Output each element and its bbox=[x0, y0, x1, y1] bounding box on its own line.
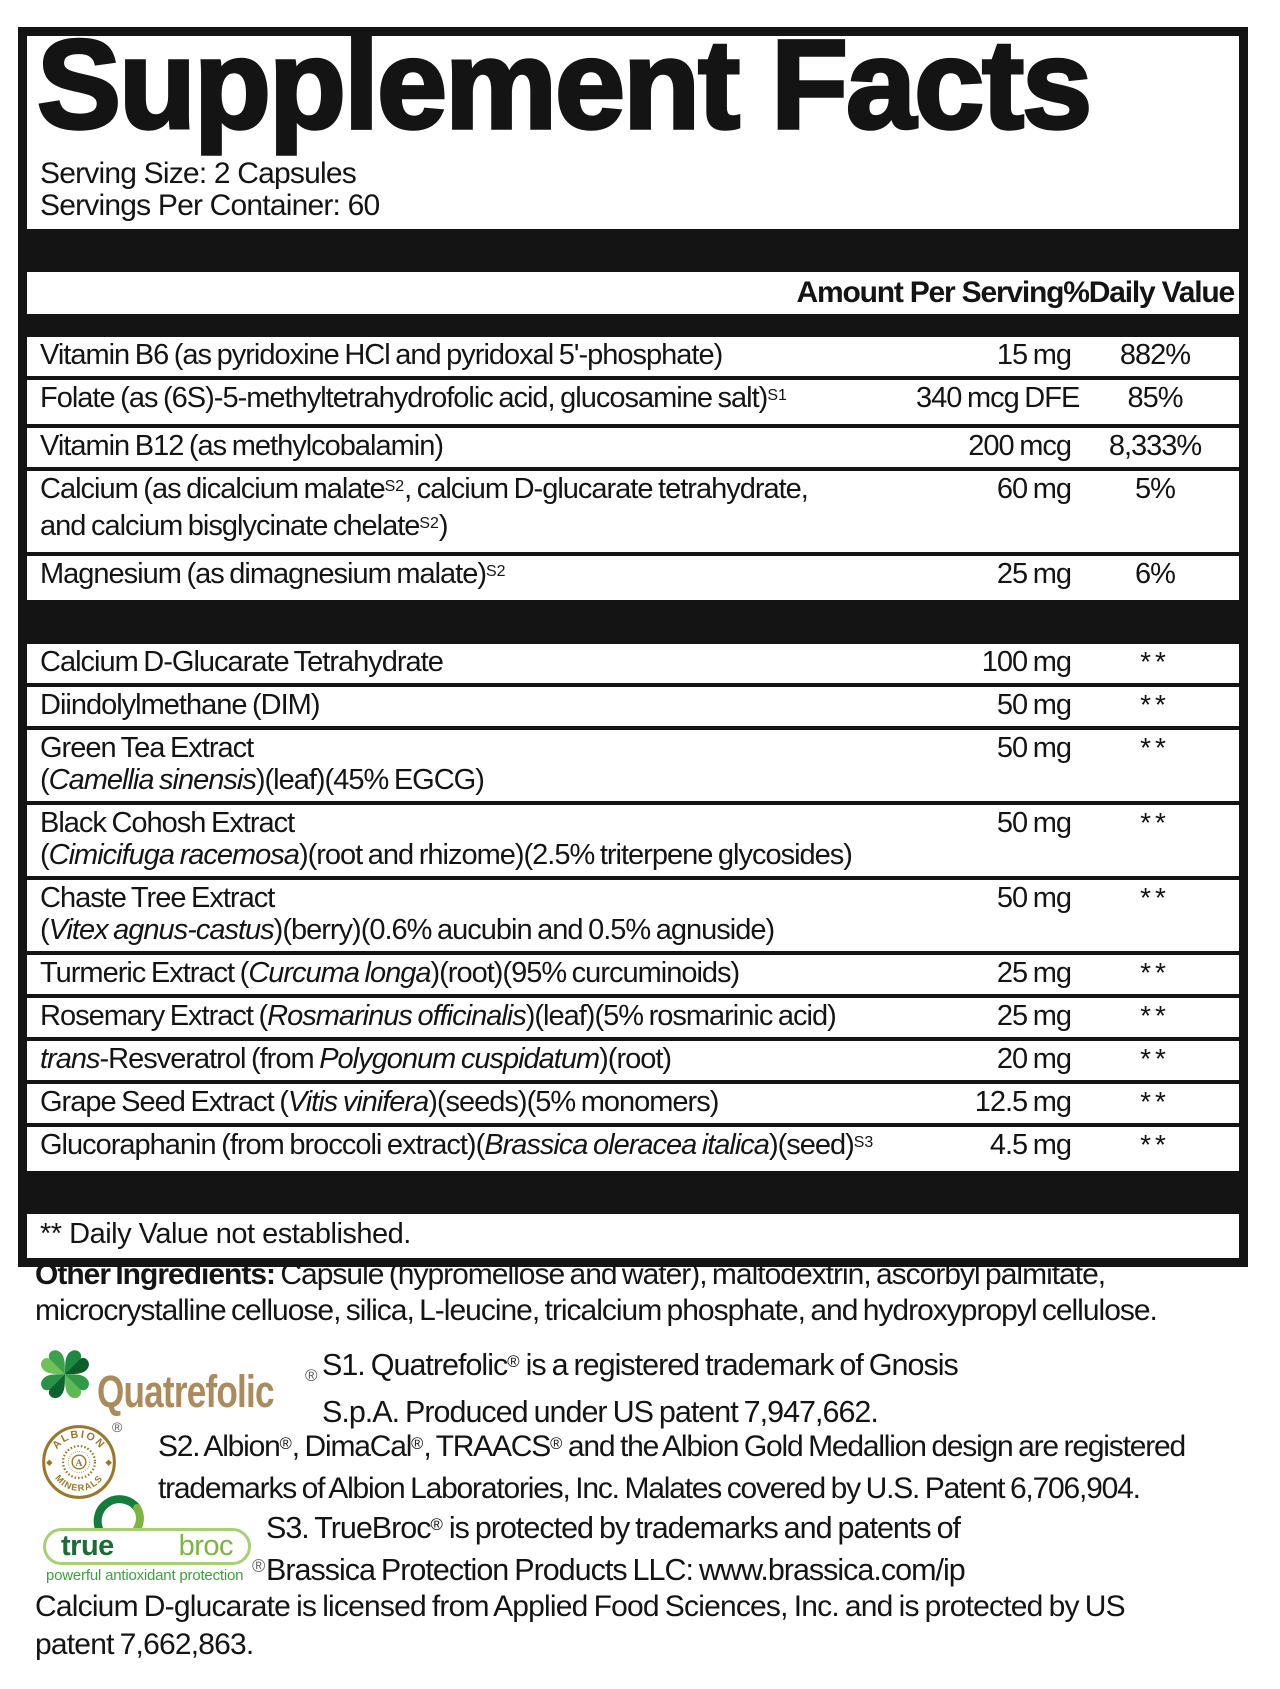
svg-text:MINERALS bbox=[53, 1473, 105, 1493]
truebroc-word-broc: broc bbox=[178, 1530, 233, 1562]
table-row bbox=[27, 424, 1239, 467]
ingredient-amount: 50 mg bbox=[996, 882, 1071, 914]
ingredient-name: Folate (as (6S)-5-methyltetrahydrofolic acid, glucosamine salt)$^{S1}$ bbox=[40, 382, 787, 414]
ingredient-name: Rosemary Extract (Rosmarinus officinalis)(leaf)(5% rosmarinic acid) bbox=[40, 1000, 836, 1032]
supplement-facts-panel bbox=[18, 14, 1248, 1267]
vitamin-mineral-rows bbox=[27, 337, 1239, 600]
table-row bbox=[27, 951, 1239, 994]
ingredient-daily-value: ** bbox=[1140, 882, 1170, 913]
table-row bbox=[27, 801, 1239, 876]
ingredient-name: Green Tea Extract (Camellia sinensis)(leaf)(45% EGCG) bbox=[40, 732, 484, 796]
serving-size: Serving Size: 2 Capsules bbox=[40, 157, 356, 190]
panel-title: Supplement Facts bbox=[37, 14, 1091, 155]
table-row bbox=[27, 467, 1239, 552]
ingredient-daily-value: ** bbox=[1140, 732, 1170, 763]
ingredient-name: Chaste Tree Extract (Vitex agnus-castus)(berry)(0.6% aucubin and 0.5% agnuside) bbox=[40, 882, 775, 946]
ingredient-amount: 25 mg bbox=[996, 1000, 1071, 1032]
s3-trademark-note: S3. TrueBroc® is protected by trademarks and patents of Brassica Protection Products LLC: www.brassica.com/ip bbox=[266, 1511, 965, 1587]
quatrefolic-clover-icon bbox=[36, 1340, 94, 1406]
albion-center-letter: A bbox=[75, 1457, 83, 1469]
truebroc-registered-mark: ® bbox=[252, 1556, 266, 1576]
ingredient-amount: 20 mg bbox=[996, 1043, 1071, 1075]
ingredient-amount: 50 mg bbox=[996, 689, 1071, 721]
separator-bar bbox=[27, 1171, 1239, 1214]
ingredient-daily-value: ** bbox=[1140, 1043, 1170, 1074]
ingredient-daily-value: 882% bbox=[1119, 339, 1191, 371]
s2-trademark-note: S2. Albion®, DimaCal®, TRAACS® and the Albion Gold Medallion design are registered trademarks of Albion Laboratories, Inc. Malates covered by U.S. Patent 6,706,904. bbox=[158, 1430, 1185, 1505]
ingredient-daily-value: ** bbox=[1140, 807, 1170, 838]
albion-medallion-icon bbox=[41, 1424, 117, 1500]
ingredient-daily-value: ** bbox=[1140, 1129, 1170, 1160]
ingredient-name: trans-Resveratrol (from Polygonum cuspidatum)(root) bbox=[40, 1043, 672, 1075]
amount-per-serving-header: Amount Per Serving bbox=[796, 276, 1064, 309]
other-ingredients bbox=[35, 1257, 1157, 1329]
albion-registered-mark: ® bbox=[112, 1419, 123, 1435]
other-ingredients-line: microcrystalline celluose, silica, L-leucine, tricalcium phosphate, and hydroxypropyl cellulose. bbox=[35, 1294, 1157, 1327]
table-row bbox=[27, 683, 1239, 726]
ingredient-name: Calcium D-Glucarate Tetrahydrate bbox=[40, 646, 443, 678]
table-row bbox=[27, 1080, 1239, 1123]
table-row bbox=[27, 994, 1239, 1037]
ingredient-daily-value: 85% bbox=[1127, 382, 1183, 414]
table-row bbox=[27, 726, 1239, 801]
ingredient-daily-value: ** bbox=[1140, 646, 1170, 677]
ingredient-daily-value: 8,333% bbox=[1108, 430, 1202, 462]
ingredient-amount: 200 mcg bbox=[968, 430, 1071, 462]
quatrefolic-wordmark: Quatrefolic bbox=[97, 1366, 274, 1417]
servings-per-container: Servings Per Container: 60 bbox=[40, 189, 380, 222]
truebroc-wordmark bbox=[43, 1528, 251, 1565]
table-row bbox=[27, 644, 1239, 683]
table-row bbox=[27, 376, 1239, 424]
column-headers bbox=[27, 272, 1239, 314]
ingredient-name: Magnesium (as dimagnesium malate)$^{S2}$ bbox=[40, 558, 506, 590]
ingredient-name: Calcium (as dicalcium malate$^{S2}$, calcium D-glucarate tetrahydrate, and calcium bisglycinate chelate$^{S2}$) bbox=[40, 473, 808, 542]
ingredient-amount: 60 mg bbox=[996, 473, 1071, 505]
serving-info bbox=[40, 158, 1239, 222]
ingredient-amount: 340 mcg DFE bbox=[916, 382, 1080, 414]
ingredient-daily-value: 6% bbox=[1135, 558, 1175, 590]
albion-bottom-text: MINERALS bbox=[53, 1472, 105, 1494]
ingredient-amount: 15 mg bbox=[996, 339, 1071, 371]
ingredient-amount: 25 mg bbox=[996, 957, 1071, 989]
separator-bar bbox=[27, 314, 1239, 337]
table-row bbox=[27, 1123, 1239, 1171]
ingredient-amount: 50 mg bbox=[996, 732, 1071, 764]
truebroc-tagline: powerful antioxidant protection bbox=[46, 1567, 244, 1584]
ingredient-name: Turmeric Extract (Curcuma longa)(root)(95% curcuminoids) bbox=[40, 957, 740, 989]
ingredient-name: Vitamin B6 (as pyridoxine HCl and pyridoxal 5'-phosphate) bbox=[40, 339, 723, 371]
ingredient-daily-value: ** bbox=[1140, 689, 1170, 720]
ingredient-amount: 100 mg bbox=[981, 646, 1071, 678]
ingredient-daily-value: ** bbox=[1140, 1000, 1170, 1031]
other-ingredients-line: Other Ingredients: Capsule (hypromellose and water), maltodextrin, ascorbyl palmitate, bbox=[35, 1258, 1106, 1291]
separator-bar bbox=[27, 600, 1239, 644]
ingredient-amount: 50 mg bbox=[996, 807, 1071, 839]
table-row bbox=[27, 552, 1239, 600]
truebroc-word-true: true bbox=[61, 1530, 114, 1562]
daily-value-footnote: ** Daily Value not established. bbox=[40, 1218, 411, 1250]
license-note: Calcium D-glucarate is licensed from Applied Food Sciences, Inc. and is protected by US patent 7,662,863. bbox=[35, 1590, 1125, 1661]
ingredient-name: Black Cohosh Extract (Cimicifuga racemosa)(root and rhizome)(2.5% triterpene glycosides) bbox=[40, 807, 852, 871]
table-row bbox=[27, 876, 1239, 951]
botanical-rows bbox=[27, 644, 1239, 1171]
ingredient-name: Grape Seed Extract (Vitis vinifera)(seeds)(5% monomers) bbox=[40, 1086, 719, 1118]
ingredient-amount: 12.5 mg bbox=[974, 1086, 1071, 1118]
table-row bbox=[27, 1037, 1239, 1080]
albion-top-text: ALBION bbox=[50, 1428, 108, 1452]
ingredient-amount: 25 mg bbox=[996, 558, 1071, 590]
ingredient-daily-value: ** bbox=[1140, 1086, 1170, 1117]
s1-trademark-note: S1. Quatrefolic® is a registered trademark of Gnosis S.p.A. Produced under US patent 7,947,662. bbox=[322, 1348, 958, 1429]
separator-bar bbox=[27, 229, 1239, 272]
ingredient-name: Glucoraphanin (from broccoli extract)(Brassica oleracea italica)(seed)$^{S3}$ bbox=[40, 1129, 874, 1161]
daily-value-header: %Daily Value bbox=[1063, 276, 1234, 309]
ingredient-name: Diindolylmethane (DIM) bbox=[40, 689, 320, 721]
table-row bbox=[27, 337, 1239, 376]
ingredient-name: Vitamin B12 (as methylcobalamin) bbox=[40, 430, 443, 462]
quatrefolic-registered-mark: ® bbox=[305, 1366, 318, 1385]
ingredient-daily-value: ** bbox=[1140, 957, 1170, 988]
ingredient-amount: 4.5 mg bbox=[989, 1129, 1071, 1161]
ingredient-daily-value: 5% bbox=[1135, 473, 1175, 505]
